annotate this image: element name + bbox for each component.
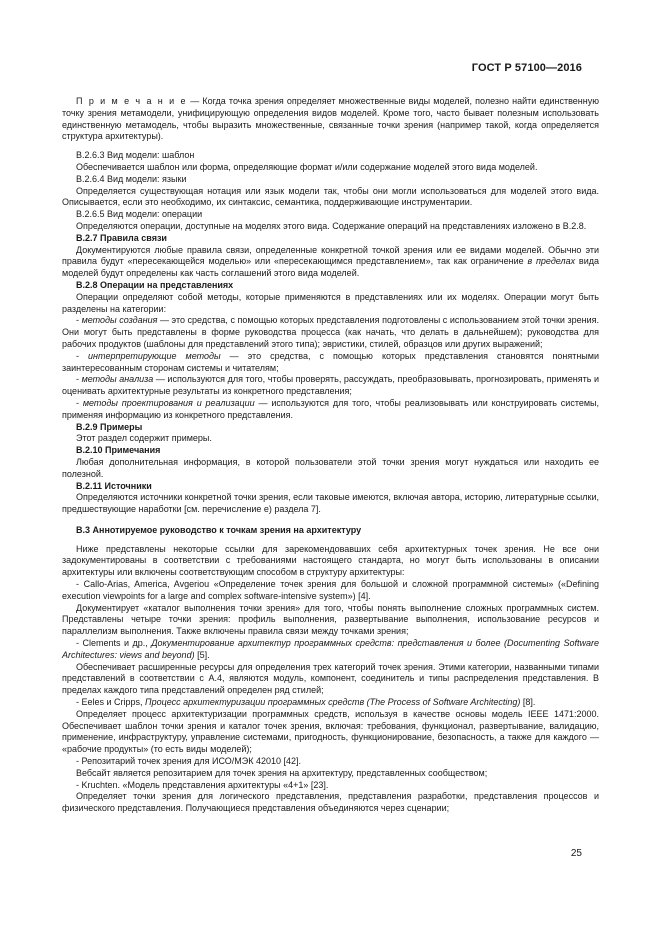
paragraph: Определяются источники конкретной точки зрения, если таковые имеются, включая автора, историю, литературные ссылки, предшествующие наработки [см. перечисление e) раздела 7]. xyxy=(62,492,599,515)
list-item: - методы анализа — используются для того, чтобы проверять, рассуждать, преобразовывать, прогнозировать, применять и оценивать архитектурные результаты из конкретного представления; xyxy=(62,374,600,397)
section-heading: В.3 Аннотируемое руководство к точкам зрения на архитектуру xyxy=(76,524,362,535)
paragraph: Этот раздел содержит примеры. xyxy=(76,433,212,444)
emphasis: Процесс архитектуризации программных средств (The Process of Software Architecting) xyxy=(145,697,521,708)
section-heading: В.2.7 Правила связи xyxy=(76,232,167,243)
text-run: - Clements и др., xyxy=(76,638,152,649)
section-heading: В.2.10 Примечания xyxy=(76,445,161,456)
text-run: [8]. xyxy=(520,697,536,708)
emphasis: в пределах xyxy=(527,256,576,267)
paragraph: Определяется существующая нотация или язык модели так, чтобы они могли использоваться для моделей этого вида. Описывается, если это необходимо, их синтаксис, семантика, поддерживающие инструментарии. xyxy=(62,185,599,208)
text-run: — это средства, с помощью которых представления подготовлены с использованием этой точки зрения. Они могут быть представлены в форме руководства процесса (как начать, что делать в дальнейшем); руководства для рабочих продуктов (шаблоны для представлений этого типа); эвристики, стилей, образцов или других выражений; xyxy=(62,315,600,349)
list-item xyxy=(62,638,599,662)
emphasis: методы проектирования и реализации xyxy=(82,397,255,408)
section-heading: В.2.6.4 Вид модели: языки xyxy=(76,173,187,184)
document-id: ГОСТ Р 57100—2016 xyxy=(471,62,582,74)
emphasis: методы создания xyxy=(81,315,158,326)
paragraph: Вебсайт является репозитарием для точек зрения на архитектуру, представленных сообществом; xyxy=(76,767,488,778)
emphasis: интерпретирующие методы xyxy=(88,350,221,361)
note-paragraph xyxy=(62,96,599,143)
section-heading: В.2.9 Примеры xyxy=(76,421,143,432)
section-heading: В.2.6.3 Вид модели: шаблон xyxy=(76,150,195,161)
list-item: - Callo-Arias, America, Avgeriou «Определение точек зрения для большой и сложной программной системы» («Defining execution viewpoints for a large and complex software-intensive system») [4]. xyxy=(62,579,599,601)
list-item: - методы создания — это средства, с помощью которых представления подготовлены с использованием этой точки зрения. Они могут быть представлены в форме руководства процесса (как начать, что делать в дальнейшем); руководства для рабочих продуктов (шаблоны для представлений этого типа); эвристики, стилей, образцов или других выражений; xyxy=(62,315,600,349)
emphasis: Документирование архитектур программных средств: представления и более (Documenting Software Architectures: views and beyond) xyxy=(62,638,599,660)
paragraph: Любая дополнительная информация, в которой пользователи этой точки зрения могут нуждаться или находить ее полезной. xyxy=(62,456,599,479)
text-run: Документируются любые правила связи, определенные конкретной точкой зрения или ее видами моделей. Обычно эти правила будут «пересекающейся моделью» или «пересекающимся представлением», так как ограничение xyxy=(62,244,599,267)
text-run: вида моделей будут определены как часть соглашений этого вида моделей. xyxy=(62,256,599,279)
paragraph xyxy=(62,245,599,280)
paragraph: Обеспечивается шаблон или форма, определяющие формат и/или содержание моделей этого вида моделей. xyxy=(76,161,538,172)
page-number: 25 xyxy=(570,848,582,859)
section-heading: В.2.11 Источники xyxy=(76,480,152,491)
note-text: — Когда точка зрения определяет множественные виды моделей, полезно найти единственную точку зрения метамодели, унифицирующую определения видов моделей. Кроме того, часто бывает полезным использовать единственную метамодель, чтобы выразить множественные, связанные точки зрения (например такой, когда определяется структура архитектуры). xyxy=(62,96,599,142)
section-heading: В.2.6.5 Вид модели: операции xyxy=(76,209,203,220)
paragraph: Определяет точки зрения для логического представления, представления разработки, представления процессов и физического представления. Получающиеся представления объединяются через сценарии; xyxy=(62,791,599,814)
list-item: - Kruchten. «Модель представления архитектуры «4+1» [23]. xyxy=(76,779,329,790)
paragraph: Операции определяют собой методы, которые применяются в представлениях или их моделях. Операции могут быть разделены на категории: xyxy=(62,291,599,314)
paragraph: Ниже представлены некоторые ссылки для зарекомендовавших себя архитектурных точек зрения. Не все они задокументированы в соответствии с требованиями настоящего стандарта, но могут быть использованы в описании архитектуры или включены соответствующим способом в структуру архитектуры: xyxy=(62,543,599,578)
section-heading: В.2.8 Операции на представлениях xyxy=(76,279,234,290)
list-item: - Репозитарий точек зрения для ИСО/МЭК 42010 [42]. xyxy=(76,756,301,767)
text-run: [5]. xyxy=(194,649,210,660)
emphasis: методы анализа xyxy=(81,374,154,385)
list-item xyxy=(62,697,599,709)
paragraph: Определяются операции, доступные на моделях этого вида. Содержание операций на представлениях изложено в В.2.8. xyxy=(76,220,587,231)
paragraph: Документирует «каталог выполнения точки зрения» для того, чтобы понять выполнение сложных программных систем. Представлены четыре точки зрения: профиль выполнения, развертывание выполнения, использование ресурсов и параллелизм выполнения. Также включены правила связи между точками зрения; xyxy=(62,602,599,637)
page-body xyxy=(62,96,599,815)
note-label: П р и м е ч а н и е xyxy=(76,96,188,106)
list-item: - интерпретирующие методы — это средства, с помощью которых представления становятся понятными заинтересованным сторонам системы и читателям; xyxy=(62,350,599,373)
list-item: - методы проектирования и реализации — используются для того, чтобы реализовывать или конструировать системы, применяя информацию из конкретного представления. xyxy=(62,397,600,420)
paragraph: Определяет процесс архитектуризации программных средств, используя в качестве основы модель IEEE 1471:2000. Обеспечивает шаблон точки зрения и каталог точек зрения, включая: требования, функционал, развертывание, валидацию, применение, инфраструктуру, управление системами, пригодность, функционирование, безопасность, а также для каждого — «рабочие продукты» (то есть виды моделей); xyxy=(62,708,599,755)
text-run: — это средства, с помощью которых представления становятся понятными заинтересованным сторонам системы и читателям; xyxy=(62,350,599,373)
text-run: — используются для того, чтобы реализовывать или конструировать системы, применяя информацию из конкретного представления. xyxy=(62,397,600,420)
text-run: - Eeles и Cripps, xyxy=(76,697,146,708)
text-run: — используются для того, чтобы проверять, рассуждать, преобразовывать, прогнозировать, применять и оценивать архитектурные результаты из конкретного представления; xyxy=(62,374,600,397)
paragraph: Обеспечивает расширенные ресурсы для определения трех категорий точек зрения. Этими категории, названными типами представлений в соответствии с А.4, являются модуль, компонент, соединитель и типы распределения представления. В пределах каждого типа представлений определен ряд стилей; xyxy=(62,661,599,696)
